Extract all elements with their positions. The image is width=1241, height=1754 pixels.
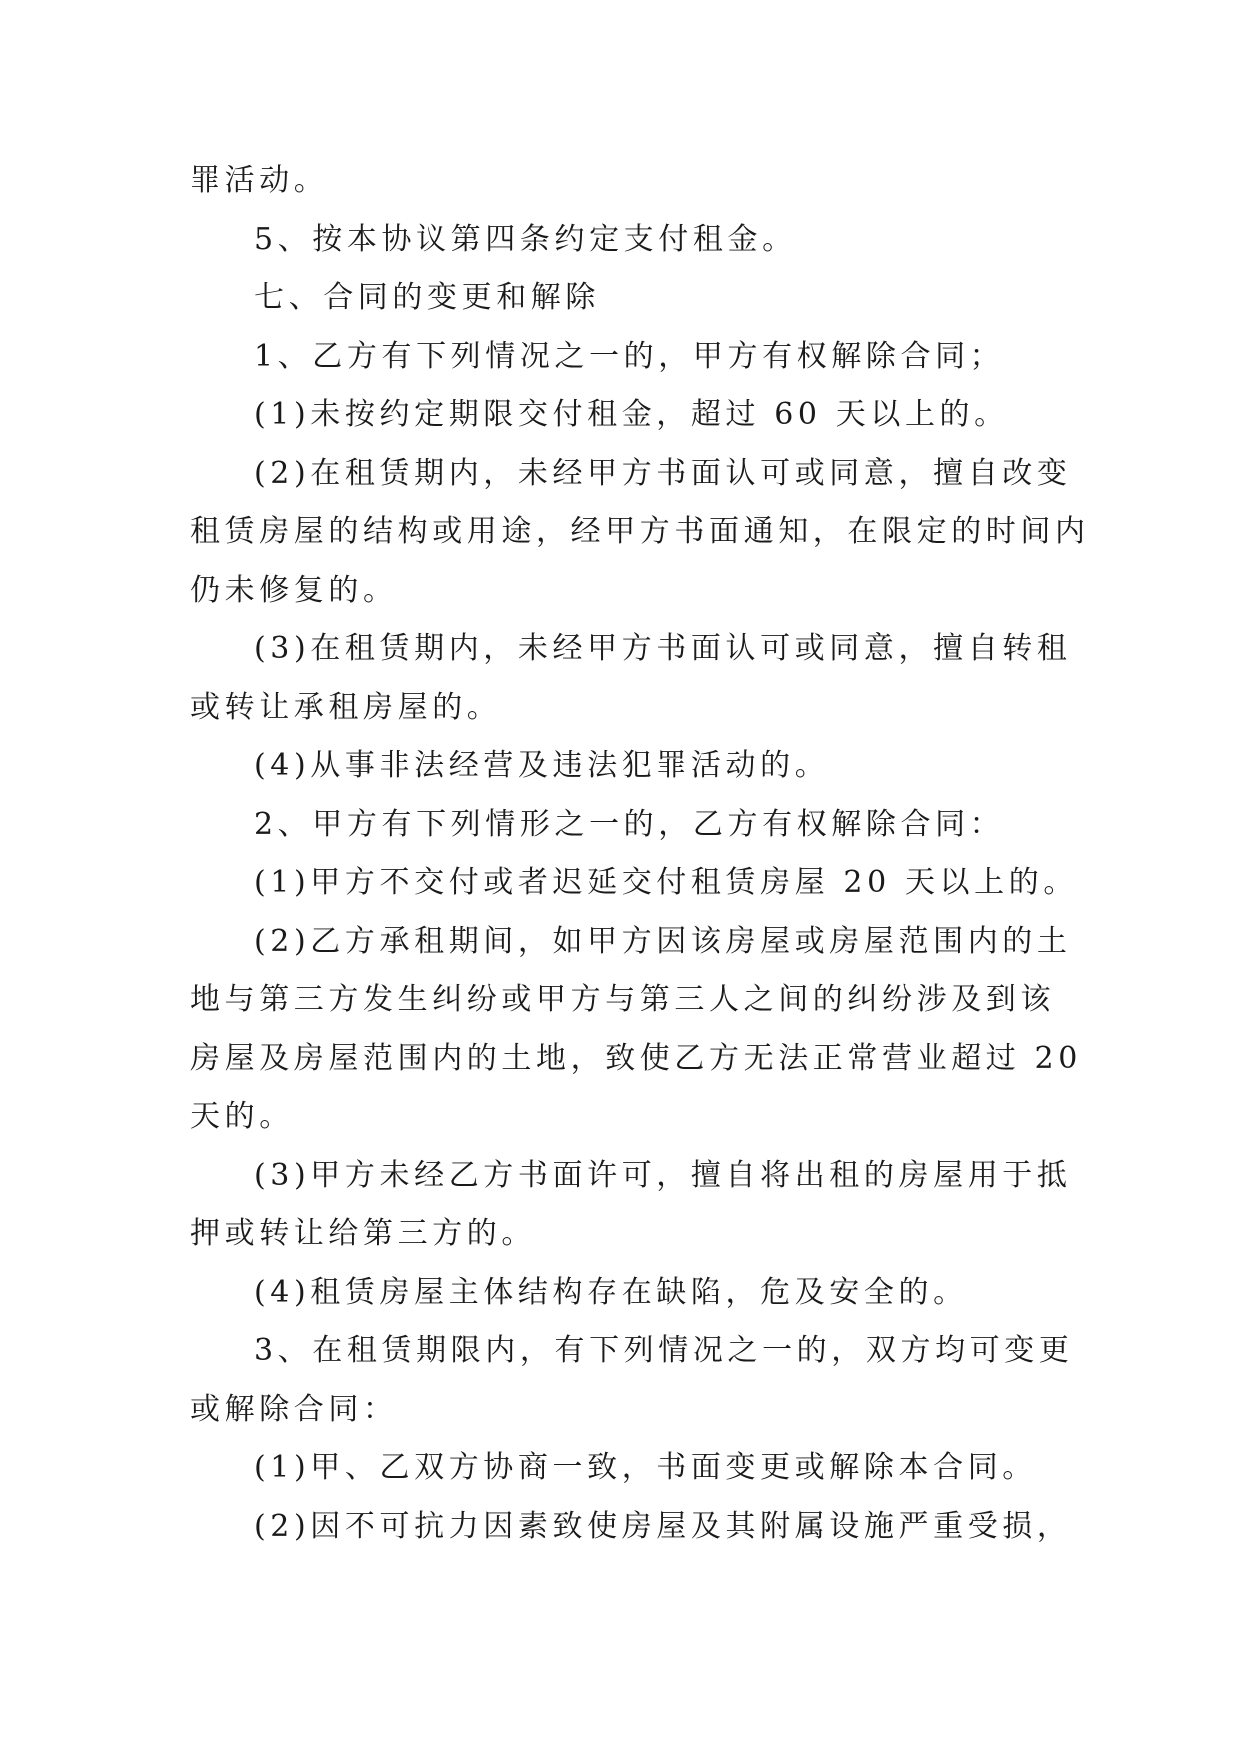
text-line: (2)因不可抗力因素致使房屋及其附属设施严重受损， [254,1508,1072,1544]
text-line: (4)租赁房屋主体结构存在缺陷，危及安全的。 [254,1274,968,1310]
text-line: (1)甲、乙双方协商一致，书面变更或解除本合同。 [254,1450,1037,1485]
text-line: (3)甲方未经乙方书面许可，擅自将出租的房屋用于抵 [254,1157,1072,1193]
text-line: 或转让承租房屋的。 [190,689,502,725]
text-line: 天的。 [190,1099,294,1134]
text-line: 3、在租赁期限内，有下列情况之一的，双方均可变更 [254,1333,1074,1368]
text-line: (1)甲方不交付或者迟延交付租赁房屋 20 天以上的。 [254,865,1078,900]
text-line: 5、按本协议第四条约定支付租金。 [254,221,797,257]
text-line: 租赁房屋的结构或用途，经甲方书面通知，在限定的时间内 [190,514,1090,549]
text-line: 2、甲方有下列情形之一的，乙方有权解除合同： [254,806,1005,842]
text-line: 1、乙方有下列情况之一的，甲方有权解除合同； [254,338,1005,374]
text-line: (4)从事非法经营及违法犯罪活动的。 [254,748,830,783]
text-line: (2)乙方承租期间，如甲方因该房屋或房屋范围内的土 [254,923,1072,959]
text-line: 罪活动。 [190,163,329,198]
contract-text [190,152,1090,1556]
text-line: 地与第三方发生纠纷或甲方与第三人之间的纠纷涉及到该 [190,982,1055,1017]
section-heading: 七、合同的变更和解除 [254,280,600,315]
text-line: (2)在租赁期内，未经甲方书面认可或同意，擅自改变 [254,455,1072,491]
text-line: 仍未修复的。 [190,572,398,608]
text-line: 或解除合同： [190,1391,398,1427]
text-line: 房屋及房屋范围内的土地，致使乙方无法正常营业超过 20 [190,1040,1082,1076]
text-line: 押或转让给第三方的。 [190,1216,536,1251]
text-line: (1)未按约定期限交付租金，超过 60 天以上的。 [254,397,1009,432]
text-line: (3)在租赁期内，未经甲方书面认可或同意，擅自转租 [254,631,1072,666]
